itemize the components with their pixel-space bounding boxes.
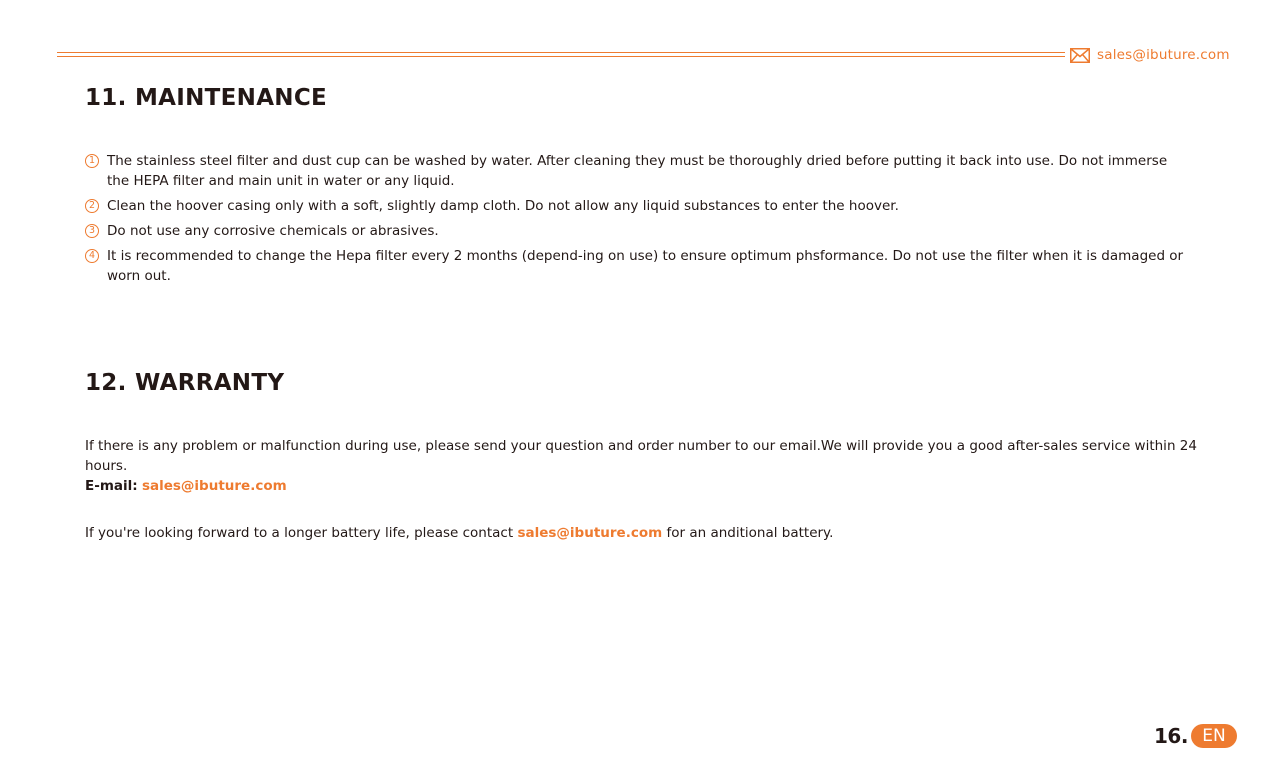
warranty-email-line [85, 476, 1205, 496]
header-contact [1070, 45, 1230, 65]
header-email-link[interactable]: sales@ibuture.com [1097, 47, 1230, 63]
page-footer [1154, 723, 1237, 749]
warranty-email-link[interactable]: sales@ibuture.com [141, 478, 287, 494]
battery-email-link[interactable]: sales@ibuture.com [517, 525, 663, 541]
maintenance-title: 11. MAINTENANCE [85, 85, 328, 111]
circled-number-marker: 1 [85, 154, 99, 168]
battery-paragraph [85, 523, 1205, 543]
list-item [85, 221, 1185, 241]
list-item-text: Do not use any corrosive chemicals or abrasives. [107, 223, 439, 239]
maintenance-list [85, 151, 1185, 291]
warranty-paragraph: If there is any problem or malfunction during use, please send your question and order number to our email.We will provide you a good after-sales service within 24 hours. [85, 438, 1197, 474]
circled-number-marker: 2 [85, 199, 99, 213]
battery-text-prefix: If you're looking forward to a longer battery life, please contact [85, 525, 514, 541]
list-item [85, 151, 1185, 191]
mail-icon [1070, 48, 1090, 63]
list-item-text: Clean the hoover casing only with a soft, slightly damp cloth. Do not allow any liquid substances to enter the hoover. [107, 198, 899, 214]
list-item [85, 246, 1185, 286]
language-badge: EN [1191, 724, 1237, 748]
email-label: E-mail: [85, 478, 138, 494]
page-number: 16. [1154, 724, 1188, 748]
circled-number-marker: 4 [85, 249, 99, 263]
list-item [85, 196, 1185, 216]
battery-text-suffix: for an anditional battery. [666, 525, 834, 541]
warranty-title: 12. WARRANTY [85, 370, 285, 396]
list-item-text: The stainless steel filter and dust cup can be washed by water. After cleaning they must be thoroughly dried before putting it back into use. Do not immerse the HEPA filter and main unit in water or any liquid. [107, 153, 1168, 189]
circled-number-marker: 3 [85, 224, 99, 238]
header-divider [57, 52, 1065, 57]
list-item-text: It is recommended to change the Hepa filter every 2 months (depend-ing on use) to ensure optimum phsformance. Do not use the filter when it is damaged or worn out. [107, 248, 1184, 284]
